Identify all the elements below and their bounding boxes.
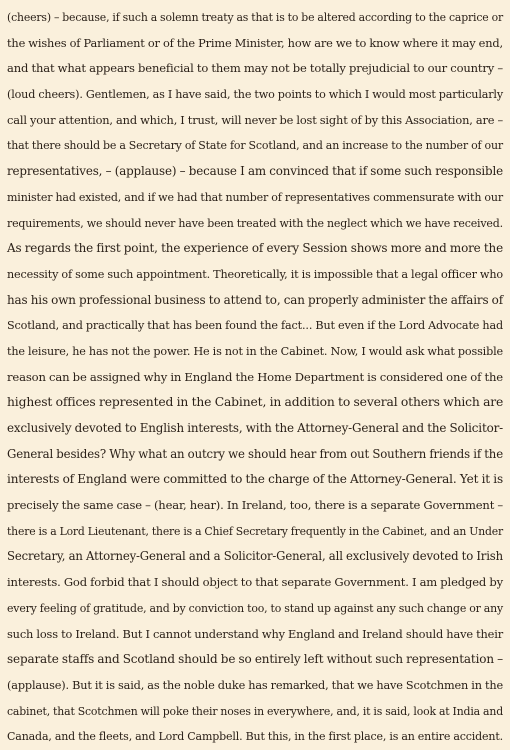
text-line: such loss to Ireland. But I cannot understand why England and Ireland should have their [7, 626, 503, 641]
text-line: Scotland, and practically that has been found the fact... But even if the Lord Advocate had [7, 319, 503, 333]
text-line: As regards the first point, the experience of every Session shows more and more the [7, 241, 503, 256]
text-line: (cheers) – because, if such a solemn treaty as that is to be altered according to the caprice or [7, 11, 503, 24]
text-line: Secretary, an Attorney-General and a Solicitor-General, all exclusively devoted to Irish [7, 549, 503, 564]
text-line: interests of England were committed to the charge of the Attorney-General. Yet it is [7, 472, 503, 487]
text-line: call your attention, and which, I trust, will never be lost sight of by this Association, are – [7, 112, 503, 127]
text-line: that there should be a Secretary of State for Scotland, and an increase to the number of our [7, 139, 503, 153]
text-line: every feeling of gratitude, and by conviction too, to stand up against any such change or any [7, 601, 503, 615]
text-line: General besides? Why what an outcry we should hear from out Southern friends if the [7, 446, 503, 461]
text-line: interests. God forbid that I should object to that separate Government. I am pledged by [7, 575, 503, 590]
text-line: minister had existed, and if we had that number of representatives commensurate with our [7, 190, 503, 204]
body-text [7, 5, 503, 750]
text-line: reason can be assigned why in England the Home Department is considered one of the [7, 369, 503, 384]
text-line: the leisure, he has not the power. He is not in the Cabinet. Now, I would ask what possible [7, 344, 503, 358]
text-line: there is a Lord Lieutenant, there is a Chief Secretary frequently in the Cabinet, and an Under [7, 524, 503, 538]
text-line: Canada, and the fleets, and Lord Campbell. But this, in the first place, is an entire accident. [7, 730, 503, 744]
text-line: exclusively devoted to English interests, with the Attorney-General and the Solicitor- [7, 421, 503, 435]
text-line: requirements, we should never have been treated with the neglect which we have received. [7, 216, 503, 230]
text-line: representatives, – (applause) – because I am convinced that if some such responsible [7, 164, 503, 179]
text-line: and that what appears beneficial to them may not be totally prejudicial to our country – [7, 61, 503, 76]
text-line: highest offices represented in the Cabinet, in addition to several others which are [7, 395, 504, 410]
text-line: has his own professional business to attend to, can properly administer the affairs of [7, 292, 503, 307]
text-line: cabinet, that Scotchmen will poke their noses in everywhere, and, it is said, look at India and [7, 704, 503, 718]
text-line: the wishes of Parliament or of the Prime Minister, how are we to know where it may end, [7, 35, 503, 50]
text-line: (applause). But it is said, as the noble duke has remarked, that we have Scotchmen in the [7, 678, 503, 692]
text-line: (loud cheers). Gentlemen, as I have said, the two points to which I would most particularly [7, 88, 503, 102]
text-line: separate staffs and Scotland should be so entirely left without such representation – [7, 652, 503, 667]
text-line: necessity of some such appointment. Theoretically, it is impossible that a legal officer who [7, 267, 503, 281]
text-line: precisely the same case – (hear, hear). In Ireland, too, there is a separate Government – [7, 498, 503, 513]
